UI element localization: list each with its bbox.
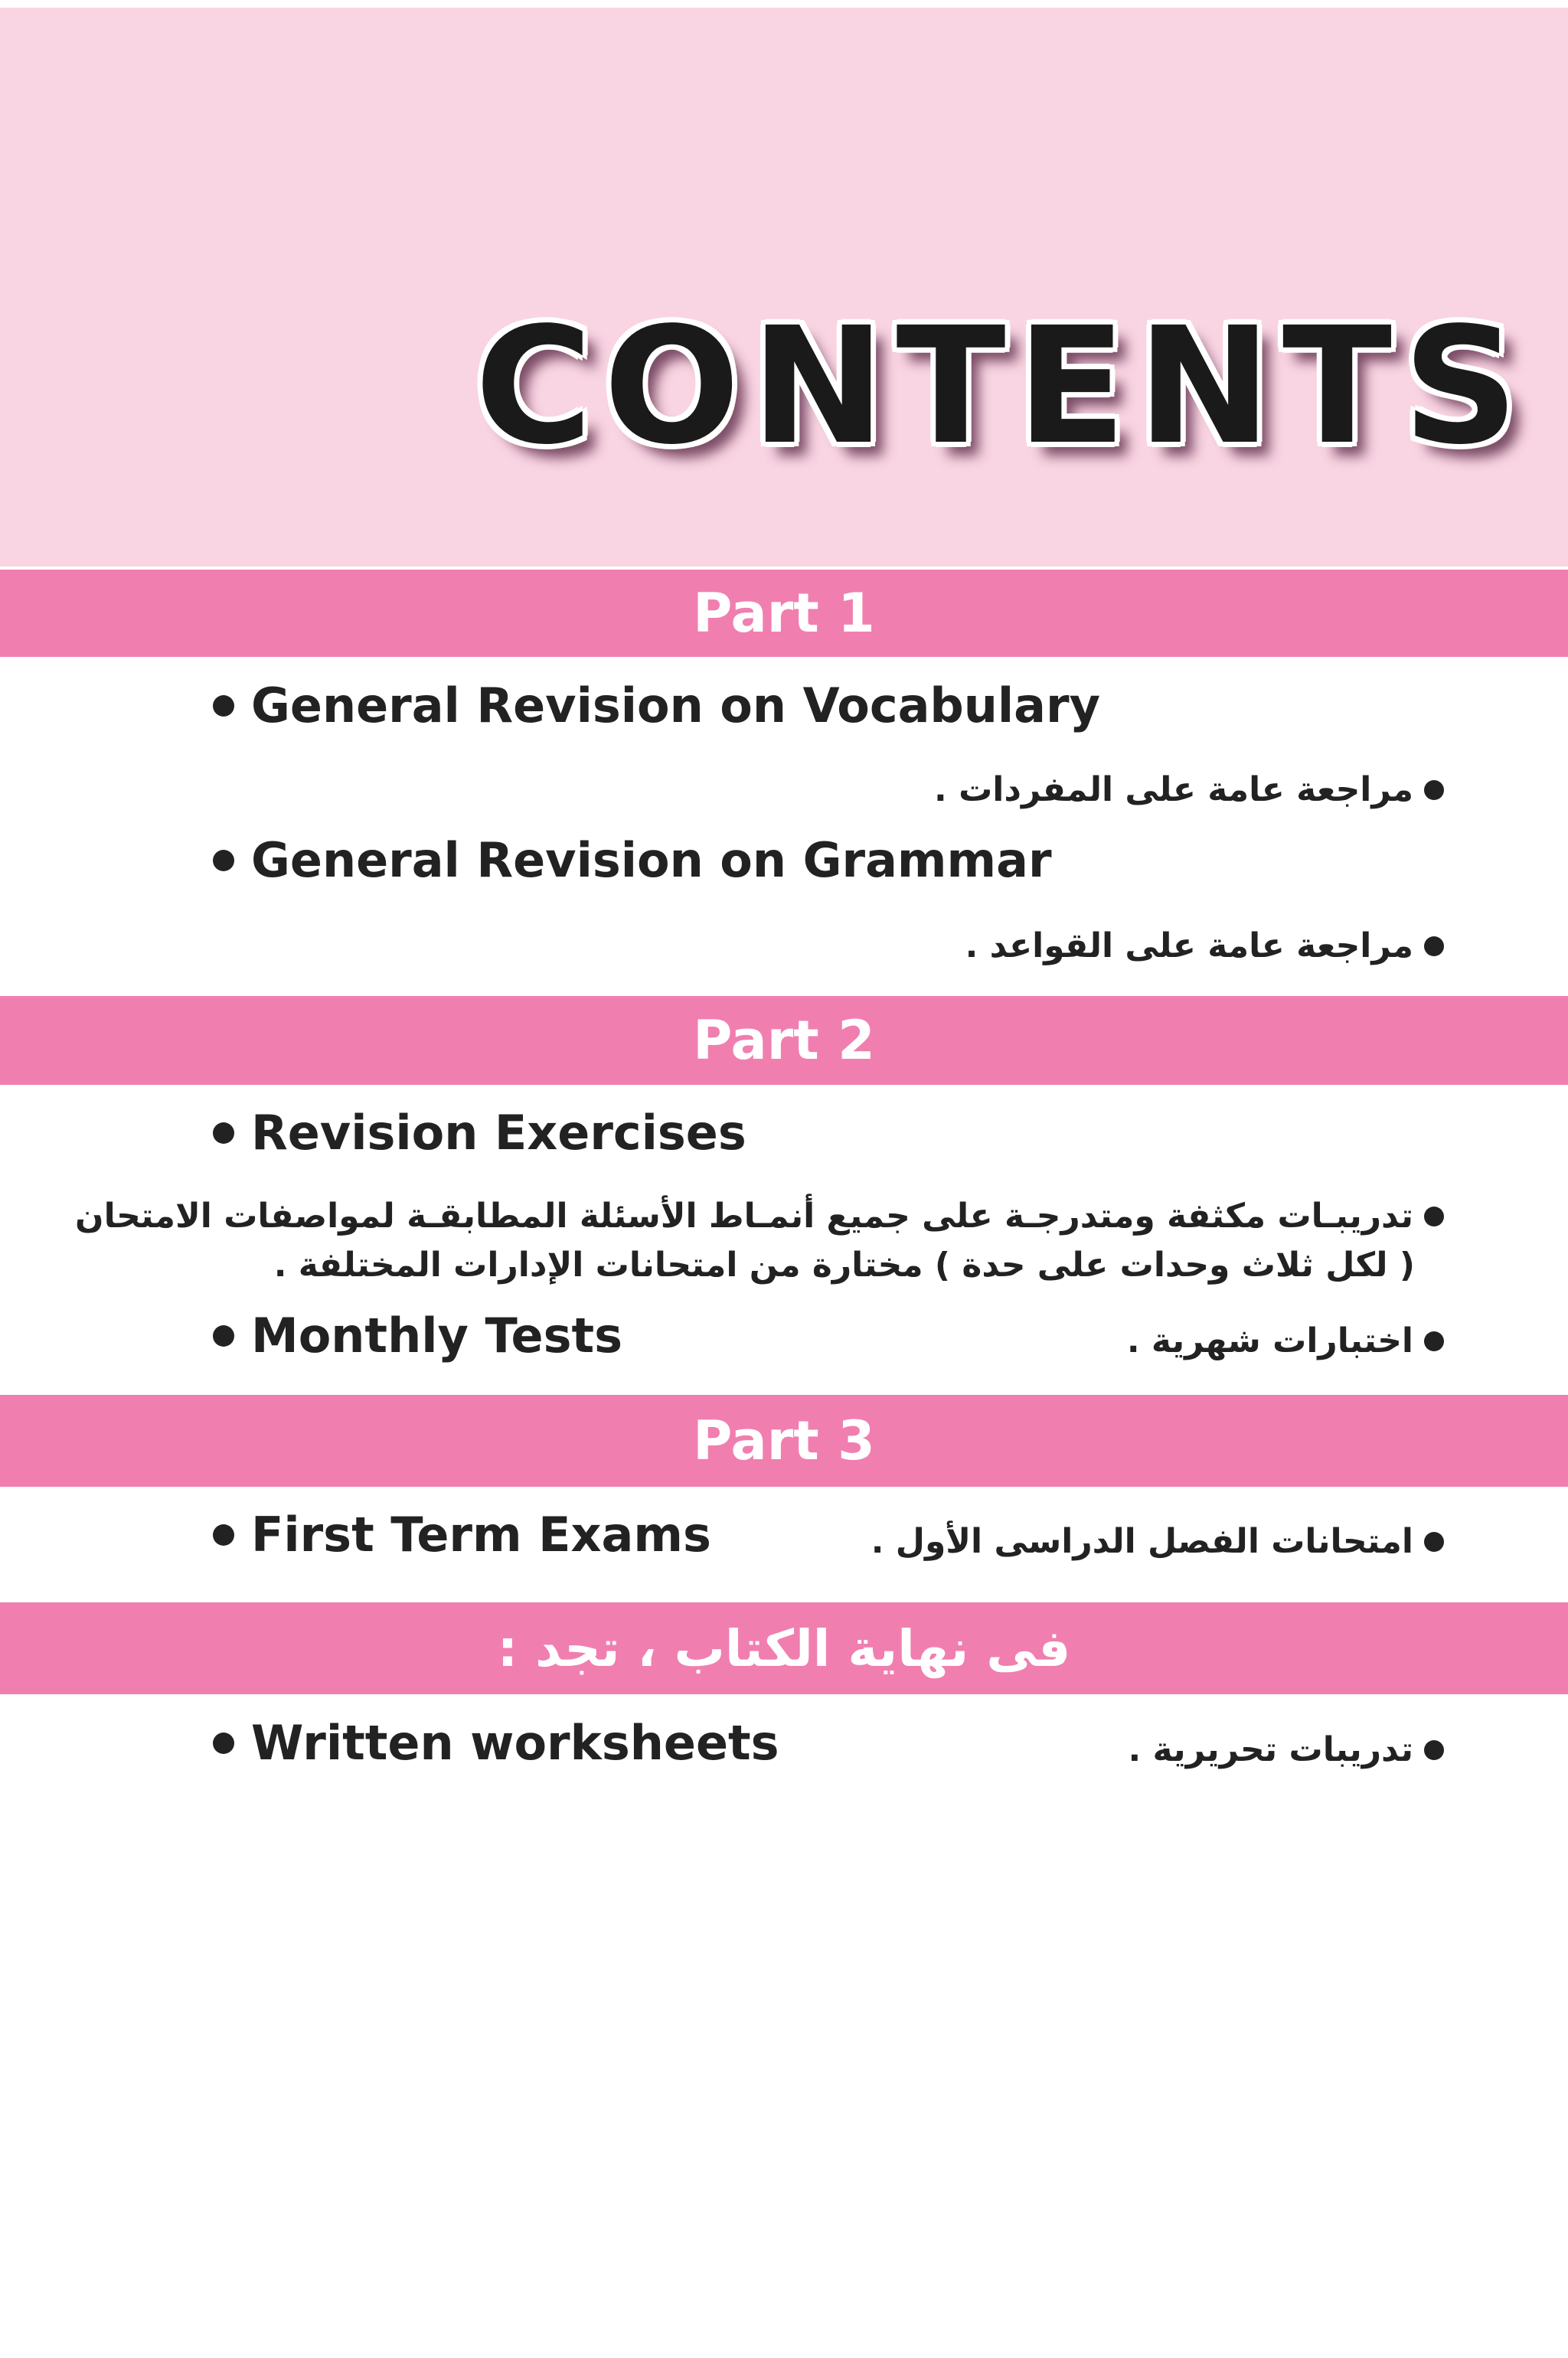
item-arabic-exercises-line-1 (75, 1197, 1444, 1236)
bullet-icon (1424, 1207, 1444, 1226)
item-label: Written worksheets (251, 1715, 779, 1771)
item-general-revision-grammar (213, 832, 1052, 888)
bullet-icon (213, 1325, 234, 1347)
bullet-icon (1424, 1532, 1444, 1552)
item-label-arabic: مراجعة عامة على المفردات . (934, 770, 1413, 809)
item-arabic-first-term-exams (871, 1522, 1444, 1561)
item-label: Revision Exercises (251, 1105, 746, 1161)
item-label: Monthly Tests (251, 1308, 623, 1364)
bullet-icon (213, 1524, 234, 1546)
item-arabic-vocabulary (934, 770, 1444, 809)
item-arabic-monthly-tests (1127, 1321, 1444, 1360)
item-label-arabic: مراجعة عامة على القواعد . (965, 926, 1413, 965)
item-written-worksheets (213, 1715, 779, 1771)
section-heading-part-1: Part 1 (0, 570, 1568, 657)
item-label-arabic: اختبارات شهرية . (1126, 1321, 1413, 1360)
bullet-icon (1424, 936, 1444, 956)
item-label: General Revision on Vocabulary (251, 678, 1101, 733)
item-monthly-tests (213, 1308, 622, 1364)
item-label-arabic: تدريبات تحريرية . (1128, 1730, 1413, 1769)
item-label-arabic: امتحانات الفصل الدراسى الأول . (871, 1522, 1413, 1561)
bullet-icon (213, 1122, 234, 1144)
section-heading-part-3: Part 3 (0, 1395, 1568, 1487)
bullet-icon (213, 695, 234, 717)
item-first-term-exams (213, 1507, 711, 1563)
section-heading-end-of-book: فى نهاية الكتاب ، تجد : (0, 1602, 1568, 1694)
section-heading-part-2: Part 2 (0, 996, 1568, 1085)
page-title: CONTENTS (475, 292, 1530, 480)
item-revision-exercises (213, 1105, 746, 1161)
item-arabic-exercises-line-2: ( لكل ثلاث وحدات على حدة ) مختارة من امتحانات الإدارات المختلفة . (273, 1246, 1415, 1285)
item-label: First Term Exams (251, 1507, 711, 1563)
item-general-revision-vocabulary (213, 678, 1100, 733)
bullet-icon (1424, 780, 1444, 800)
header-band (0, 8, 1568, 567)
bullet-icon (213, 850, 234, 871)
item-arabic-written-worksheets (1128, 1730, 1444, 1769)
item-arabic-grammar (965, 926, 1444, 965)
item-label-arabic: تدريبـات مكثفة ومتدرجـة على جميع أنمـاط الأسئلة المطابقـة لمواصفات الامتحان (75, 1197, 1413, 1236)
item-label: General Revision on Grammar (251, 832, 1052, 888)
bullet-icon (1424, 1740, 1444, 1760)
bullet-icon (213, 1733, 234, 1754)
bullet-icon (1424, 1331, 1444, 1351)
